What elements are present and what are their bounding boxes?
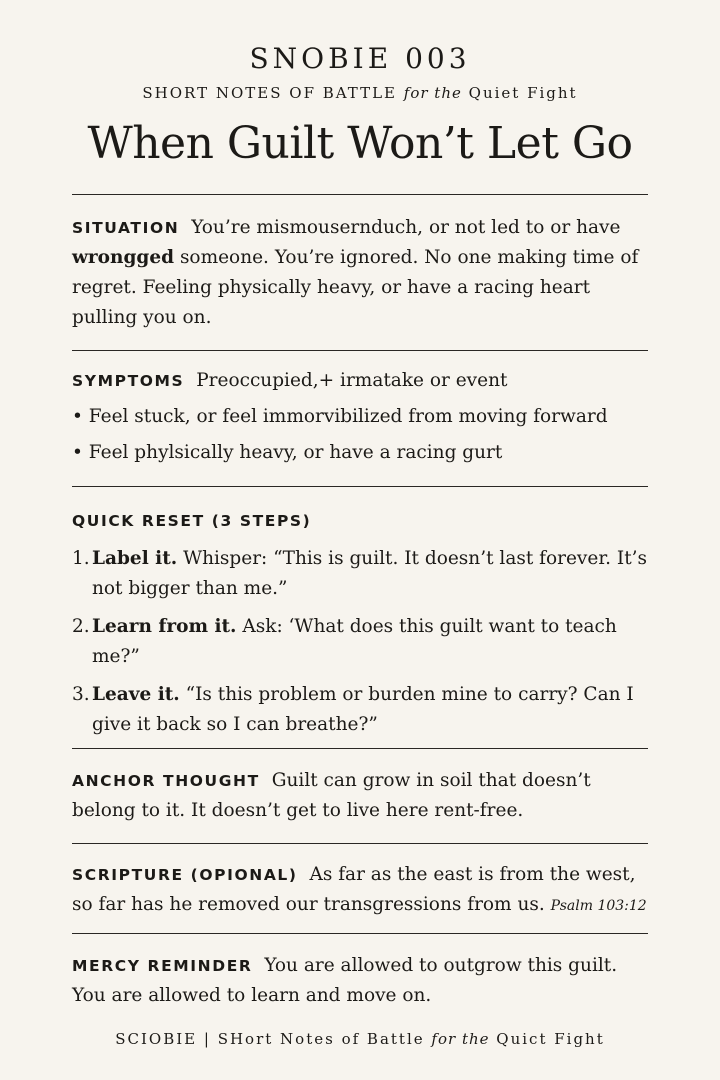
mercy-text: You are allowed to outgrow this guilt. You are allowed to learn and move on. bbox=[72, 955, 618, 1006]
divider bbox=[72, 194, 648, 195]
footer-suffix: Quict Fight bbox=[496, 1030, 605, 1048]
footer bbox=[0, 1030, 720, 1048]
step-number: 1. bbox=[72, 548, 90, 569]
reset-step bbox=[72, 544, 652, 604]
symptoms-label: SYMPTOMS bbox=[72, 372, 185, 390]
symptom-bullet: • Feel phylsically heavy, or have a racing gurt bbox=[72, 442, 503, 463]
subtitle-prefix: SHORT NOTES OF BATTLE bbox=[142, 84, 397, 102]
situation-bold-word: wrongged bbox=[72, 247, 175, 268]
divider bbox=[72, 486, 648, 487]
divider bbox=[72, 843, 648, 844]
anchor-text: Guilt can grow in soil that doesn’t belong to it. It doesn’t get to live here rent-free. bbox=[72, 770, 591, 821]
anchor-section bbox=[72, 766, 652, 826]
situation-text-end: someone. You’re ignored. No one making time of regret. Feeling physically heavy, or have a racing heart pulling you on. bbox=[72, 247, 639, 328]
step-title: Label it. bbox=[92, 548, 178, 569]
footer-italic: for the bbox=[431, 1030, 490, 1048]
symptoms-section bbox=[72, 366, 652, 468]
subtitle-italic: for the bbox=[403, 84, 462, 102]
scripture-section bbox=[72, 860, 652, 921]
step-number: 2. bbox=[72, 616, 90, 637]
situation-label: SITUATION bbox=[72, 219, 180, 237]
situation-text-start: You’re mismousernduch, or not led to or have bbox=[191, 217, 621, 238]
scripture-label: SCRIPTURE (OPIONAL) bbox=[72, 866, 298, 884]
reset-step bbox=[72, 612, 652, 672]
divider bbox=[72, 933, 648, 934]
quick-reset-section bbox=[72, 506, 652, 740]
step-text: “Is this problem or burden mine to carry? Can I give it back so I can breathe?” bbox=[92, 684, 634, 735]
step-title: Leave it. bbox=[92, 684, 180, 705]
step-title: Learn from it. bbox=[92, 616, 237, 637]
mercy-section bbox=[72, 951, 652, 1011]
reset-step bbox=[72, 680, 652, 740]
footer-letter: e bbox=[413, 1030, 425, 1048]
series-subtitle bbox=[0, 84, 720, 102]
subtitle-suffix: Quiet Fight bbox=[468, 84, 578, 102]
mercy-label: MERCY REMINDER bbox=[72, 957, 253, 975]
scripture-text: As far as the east is from the west, so far has he removed our transgressions from us. bbox=[72, 864, 636, 915]
footer-prefix: SCIOBIE | SHort Notes of Battl bbox=[115, 1030, 414, 1048]
page-title: When Guilt Won’t Let Go bbox=[87, 118, 633, 169]
anchor-label: ANCHOR THOUGHT bbox=[72, 772, 260, 790]
step-text: Ask: ‘What does this guilt want to teach me?” bbox=[92, 616, 617, 667]
series-number: SNOBIE 003 bbox=[249, 42, 471, 75]
scripture-reference: Psalm 103:12 bbox=[550, 898, 647, 914]
step-text: Whisper: “This is guilt. It doesn’t last forever. It’s not bigger than me.” bbox=[92, 548, 648, 599]
symptom-bullet: • Feel stuck, or feel immorvibilized from moving forward bbox=[72, 406, 608, 427]
symptoms-text: Preoccupied,+ irmatake or event bbox=[196, 370, 508, 391]
quick-reset-label: QUICK RESET (3 STEPS) bbox=[72, 512, 312, 530]
situation-section bbox=[72, 213, 652, 333]
divider bbox=[72, 748, 648, 749]
step-number: 3. bbox=[72, 684, 90, 705]
divider bbox=[72, 350, 648, 351]
